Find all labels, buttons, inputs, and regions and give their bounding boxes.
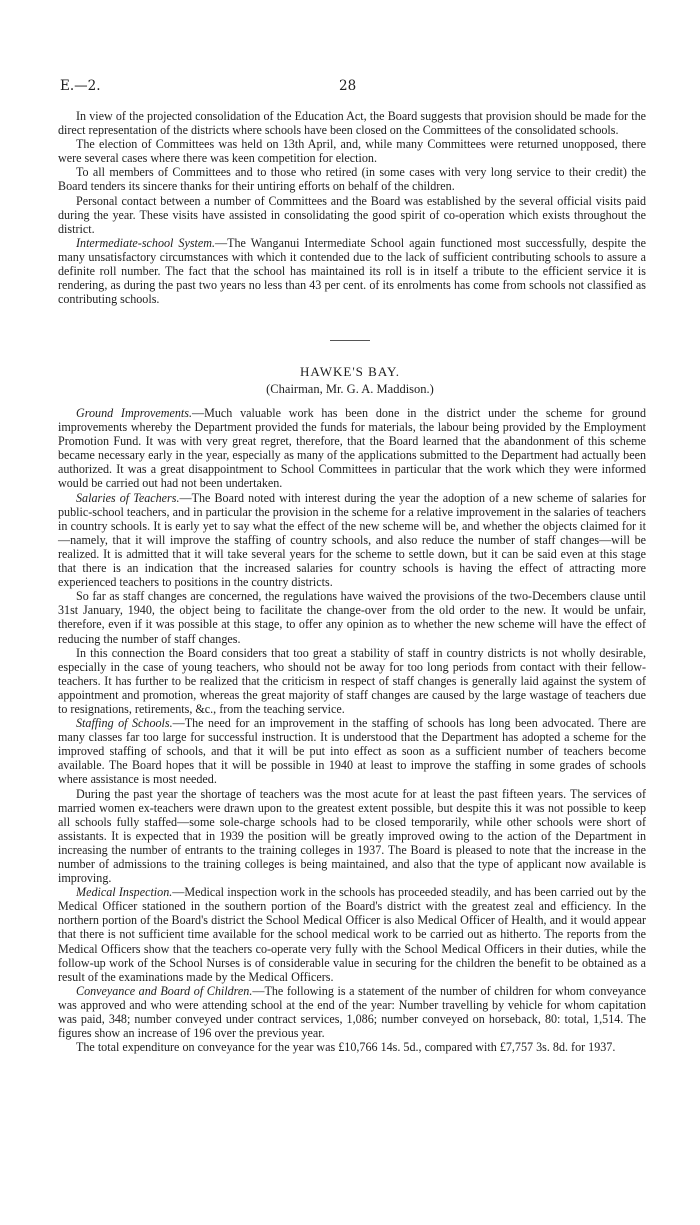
conveyance-heading: Conveyance and Board of Children. <box>76 983 253 998</box>
paragraph-staffing <box>58 716 646 786</box>
conveyance-text: —The following is a statement of the number of children for whom conveyance was approved and who were attending school at the end of the year: Number travelling by vehicle for whom capitation was paid, 348; number conveyed under contract services, 1,086; number conveyed on horseback, 80: total, 1,514. The figures show an increase of 196 over the previous year. <box>58 983 646 1041</box>
paragraph-staff-changes: So far as staff changes are concerned, the regulations have waived the provisions of the two-Decembers clause until 31st January, 1940, the object being to facilitate the change-over from the old order to the new. It would be unfair, therefore, even if it was possible at this stage, to offer any opinion as to whether the new scheme will have the effect of reducing the number of staff changes. <box>58 589 646 646</box>
paragraph-thanks: To all members of Committees and to those who retired (in some cases with very long service to their credit) the Board tenders its sincere thanks for their untiring efforts on behalf of the children. <box>58 165 646 194</box>
paragraph-stability: In this connection the Board considers that too great a stability of staff in country districts is not wholly desirable, especially in the case of young teachers, who should not be away for too long periods from contact with their fellow-teachers. It has further to be realized that the criticism in respect of staff changes is generally laid against the system of appointment and promotion, whereas the great majority of staff changes are caused by the large wastage of teachers due to resignations, retirements, &c., from the teaching service. <box>58 645 646 716</box>
paragraph-conveyance <box>58 984 646 1040</box>
paragraph-consolidation: In view of the projected consolidation of the Education Act, the Board suggests that provision should be made for the direct representation of the districts where schools have been closed on the Committees of the consolidated schools. <box>58 109 646 138</box>
section-title: HAWKE'S BAY. <box>300 364 400 379</box>
intro-block <box>58 109 646 306</box>
intermediate-heading: Intermediate-school System. <box>76 235 216 250</box>
staffing-heading: Staffing of Schools. <box>76 716 173 731</box>
salaries-heading: Salaries of Teachers. <box>76 490 180 505</box>
paragraph-expenditure: The total expenditure on conveyance for the year was £10,766 14s. 5d., compared with £7,757 3s. 8d. for 1937. <box>76 1040 616 1055</box>
paragraph-shortage: During the past year the shortage of teachers was the most acute for at least the past fifteen years. The services of married women ex-teachers were drawn upon to the greatest extent possible, but despite this it was not possible to keep all schools fully staffed—some sole-charge schools had to be closed temporarily, while other schools were short of assistants. It is expected that in 1939 the position will be greatly improved owing to the action of the Department in increasing the number of entrants to the training colleges in 1937. The Board is pleased to note that the increase in the number of admissions to the training colleges is being maintained, and also that the type of applicant now available is improving. <box>58 786 646 886</box>
medical-heading: Medical Inspection. <box>76 885 173 900</box>
report-reference: E.—2. <box>60 78 101 94</box>
section-divider <box>330 340 370 341</box>
staffing-text: —The need for an improvement in the staffing of schools has long been advocated. There are many classes far too large for successful instruction. It is understood that the Department has adopted a scheme for the improved staffing of schools, and that it will be put into effect as soon as a sufficient number of teachers become available. The Board hopes that it will be possible in 1940 at least to improve the staffing in some grades of schools where assistance is most needed. <box>58 716 646 787</box>
ground-heading: Ground Improvements. <box>76 406 193 420</box>
salaries-text: —The Board noted with interest during the year the adoption of a new scheme of salaries for public-school teachers, and in particular the provision in the scheme for a relative improvement in the salaries of teachers in country schools. It is early yet to say what the effect of the new scheme will be, and whether the objects claimed for it—namely, that it will improve the staffing of country schools, and also reduce the number of staff changes—will be realized. It is admitted that it will take several years for the scheme to settle down, but it can be said even at this stage that there is an indication that the increased salaries for country schools is having the effect of attracting more experienced teachers to positions in the country districts. <box>58 490 647 590</box>
intermediate-text: —The Wanganui Intermediate School again functioned most successfully, despite the many unsatisfactory circumstances with which it contended due to the lack of sufficient contributing schools to assure a definite roll number. The fact that the school has maintained its roll is in itself a tribute to the efficient service it is rendering, as during the past two years no less than 43 per cent. of its enrolments has come from schools not classified as contributing schools. <box>58 235 646 307</box>
ground-text: —Much valuable work has been done in the district under the scheme for ground improvements whereby the Department provided the funds for materials, the labour being provided by the Employment Promotion Fund. It was with very great regret, therefore, that the Board learned that the abandonment of this scheme became necessary early in the year, especially as many of the applications submitted to the Department had actually been authorized. It was a great disappointment to School Committees in particular that the work which they were informed would be carried out had not been undertaken. <box>58 406 646 491</box>
hawkes-bay-block <box>58 406 646 1054</box>
page-number: 28 <box>339 78 357 94</box>
paragraph-medical <box>58 885 646 984</box>
paragraph-intermediate <box>58 236 646 306</box>
medical-text: —Medical inspection work in the schools has proceeded steadily, and has been carried out by the Medical Officer stationed in the southern portion of the Board's district with the greatest zeal and efficiency. In the northern portion of the Board's district the School Medical Officer is also Medical Officer of Health, and it would appear that there is not sufficient time available for the school medical work to be carried out as hitherto. The reports from the Medical Officers show that the teachers co-operate very fully with the School Medical Officers in their duties, while the follow-up work of the School Nurses is of considerable value in securing for the children the benefit to be obtained as a result of the examinations made by the Medical Officers. <box>58 885 646 984</box>
section-subtitle: (Chairman, Mr. G. A. Maddison.) <box>266 382 434 396</box>
paragraph-ground <box>58 406 646 491</box>
paragraph-salaries <box>58 491 646 590</box>
paragraph-contact: Personal contact between a number of Committees and the Board was established by the several official visits paid during the year. These visits have assisted in consolidating the good spirit of co-operation which exists throughout the district. <box>58 193 646 236</box>
paragraph-election: The election of Committees was held on 13th April, and, while many Committees were returned unopposed, there were several cases where there was keen competition for election. <box>58 137 646 166</box>
